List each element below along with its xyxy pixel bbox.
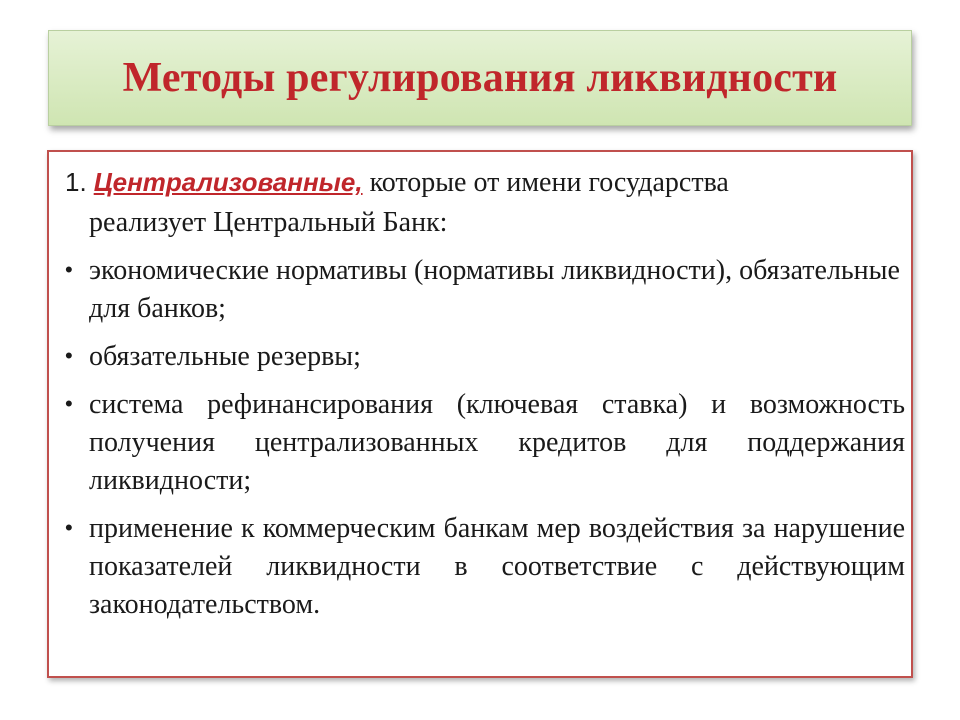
list-item — [65, 510, 905, 624]
slide-title: Методы регулирования ликвидности — [122, 55, 838, 101]
list-item — [65, 338, 905, 376]
list-item-text: экономические нормативы (нормативы ликвидности), обязательные для банков; — [89, 255, 900, 324]
intro-number: 1. — [65, 167, 87, 197]
list-item — [65, 252, 905, 328]
bullet-icon: • — [65, 515, 73, 540]
intro-keyword: Централизованные, — [93, 167, 363, 197]
list-item-text: обязательные резервы; — [89, 341, 361, 372]
content-panel — [47, 150, 913, 678]
intro-line1-rest: которые от имени государства — [362, 167, 729, 198]
title-banner — [48, 30, 912, 126]
list-item-text: применение к коммерческим банкам мер воздействия за нарушение показателей ликвидности в соответствие с действующим законодательством. — [89, 513, 905, 620]
intro-paragraph — [65, 162, 895, 243]
list-item — [65, 386, 905, 500]
bullet-icon: • — [65, 257, 73, 282]
list-item-text: система рефинансирования (ключевая ставка) и возможность получения централизованных кредитов для поддержания ликвидности; — [89, 389, 905, 496]
intro-line2: реализует Центральный Банк: — [89, 207, 448, 238]
bullet-list — [65, 252, 905, 634]
bullet-icon: • — [65, 343, 73, 368]
bullet-icon: • — [65, 391, 73, 416]
